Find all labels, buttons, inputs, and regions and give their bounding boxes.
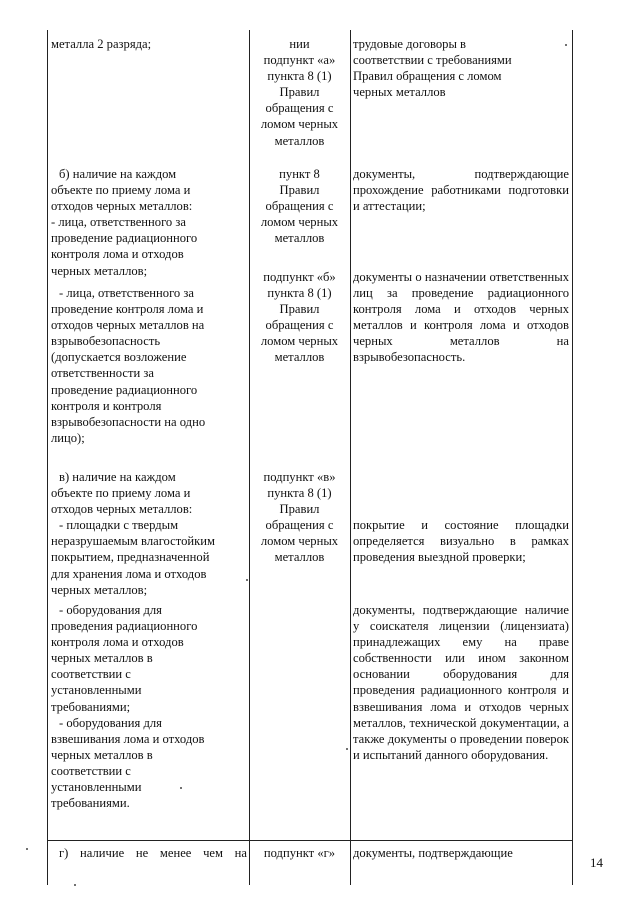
text-line: для хранения лома и отходов (51, 566, 207, 581)
text-line: металла 2 разряда; (51, 37, 152, 51)
text-line: металлов (274, 231, 325, 246)
text-line: взвешивания лома и отходов (51, 731, 205, 746)
text-line: г) наличие не менее чем на (59, 846, 247, 860)
text-line: пункт 8 (279, 167, 320, 181)
row-5-legal-reference (251, 845, 348, 861)
text-line: контроля и контроля (51, 398, 162, 413)
text-paragraph: документы, подтверждающие наличие у соискателя лицензии (лицензиата) принадлежащих ему на праве собственности или ином законном основании оборудования для проведения радиационного контроля и взвешивания лома и отходов черных металлов, технической документации, а также документы о проведении поверок и испытаний данного оборудования. (353, 603, 569, 762)
text-line: обращения с (265, 199, 334, 214)
text-line: соответствии с (51, 763, 131, 778)
row-1-requirement (51, 166, 247, 279)
text-line: - оборудования для (59, 715, 162, 730)
text-line: взрывобезопасность (51, 334, 161, 349)
text-line: требованиями; (51, 699, 131, 714)
column-divider-2 (350, 30, 351, 885)
text-line: объекте по приему лома и (51, 486, 191, 501)
text-line: проведения радиационного (51, 619, 198, 634)
text-line: Правил (279, 302, 320, 317)
text-line: Правил (279, 85, 320, 100)
text-line: взрывобезопасности на одно (51, 414, 206, 429)
text-line: металлов (274, 550, 325, 565)
text-line: Правил (279, 183, 320, 198)
text-line: металлов (274, 133, 325, 148)
text-line: трудовые договоры в (353, 37, 467, 51)
text-line: пункта 8 (1) (267, 486, 332, 501)
row-2-requirement (51, 285, 247, 446)
text-line: черных металлов в (51, 651, 153, 666)
scan-speck (26, 848, 28, 850)
text-line: отходов черных металлов: (51, 199, 193, 214)
text-line: проведение контроля лома и (51, 302, 204, 317)
text-line: черных металлов (353, 85, 446, 100)
text-line: подпункт «г» (263, 846, 336, 860)
text-line: металлов (274, 350, 325, 365)
text-paragraph: документы, подтверждающие прохождение работниками подготовки и аттестации; (353, 167, 569, 214)
row-3-legal-reference (251, 469, 348, 566)
row-2-legal-reference (251, 269, 348, 366)
table-border-left (47, 30, 48, 885)
text-line: б) наличие на каждом (59, 167, 177, 181)
row-1-legal-reference (251, 166, 348, 246)
text-line: требованиями. (51, 796, 130, 811)
text-line: Правил (279, 502, 320, 517)
row-0-documents (353, 36, 569, 100)
text-line: соответствии с требованиями (353, 53, 512, 68)
text-paragraph: документы о назначении ответственных лиц за проведение радиационного контроля лома и отходов черных металлов и контроля лома и отходов черных металлов на взрывобезопасность. (353, 270, 569, 365)
text-line: лицо); (51, 430, 85, 445)
text-line: - лица, ответственного за (59, 286, 194, 300)
row-4-requirement (51, 602, 247, 811)
text-line: пункта 8 (1) (267, 69, 332, 84)
text-line: черных металлов; (51, 582, 148, 597)
text-line: контроля лома и отходов (51, 635, 184, 650)
page-number: 14 (590, 855, 603, 870)
text-line: отходов черных металлов: (51, 502, 193, 517)
text-line: установленными (51, 780, 142, 795)
text-line: неразрушаемым влагостойким (51, 534, 215, 549)
text-line: проведение радиационного (51, 382, 198, 397)
text-line: ломом черных (260, 334, 339, 349)
text-line: черных металлов; (51, 263, 148, 278)
text-line: обращения с (265, 518, 334, 533)
text-line: покрытием, предназначенной (51, 550, 210, 565)
text-line: отходов черных металлов на (51, 318, 205, 333)
row-3-documents (353, 517, 569, 565)
row-0-legal-reference (251, 36, 348, 149)
text-line: - лица, ответственного за (51, 215, 186, 230)
text-line: подпункт «в» (263, 470, 336, 484)
text-line: нии (289, 37, 310, 51)
text-line: пункта 8 (1) (267, 286, 332, 301)
row-5-requirement (51, 845, 247, 861)
row-divider (47, 840, 573, 841)
text-line: проведение радиационного (51, 231, 198, 246)
table-border-right (572, 30, 573, 885)
scan-speck (346, 748, 348, 750)
row-5-documents (353, 845, 569, 861)
text-line: обращения с (265, 318, 334, 333)
scan-speck (74, 884, 76, 886)
text-line: - площадки с твердым (59, 518, 179, 533)
text-line: - оборудования для (59, 603, 162, 617)
text-paragraph: покрытие и состояние площадки определяется визуально в рамках проведения выездной проверки; (353, 518, 569, 565)
text-line: черных металлов в (51, 747, 153, 762)
text-line: ломом черных (260, 534, 339, 549)
row-2-documents (353, 269, 569, 366)
text-line: подпункт «б» (263, 270, 336, 284)
text-line: обращения с (265, 101, 334, 116)
column-divider-1 (249, 30, 250, 885)
text-line: ломом черных (260, 117, 339, 132)
text-line: ломом черных (260, 215, 339, 230)
row-4-documents (353, 602, 569, 763)
text-line: установленными (51, 683, 142, 698)
scan-speck (180, 787, 182, 789)
text-line: ответственности за (51, 366, 154, 381)
text-line: объекте по приему лома и (51, 183, 191, 198)
row-0-requirement (51, 36, 247, 52)
text-line: Правил обращения с ломом (353, 69, 502, 84)
text-line: контроля лома и отходов (51, 247, 184, 262)
scan-speck (246, 579, 248, 581)
text-line: документы, подтверждающие (353, 846, 513, 860)
text-line: подпункт «а» (263, 53, 336, 68)
row-1-documents (353, 166, 569, 214)
text-line: в) наличие на каждом (59, 470, 176, 484)
text-line: (допускается возложение (51, 350, 187, 365)
row-3-requirement (51, 469, 247, 598)
scan-speck (565, 44, 567, 46)
text-line: соответствии с (51, 667, 131, 682)
